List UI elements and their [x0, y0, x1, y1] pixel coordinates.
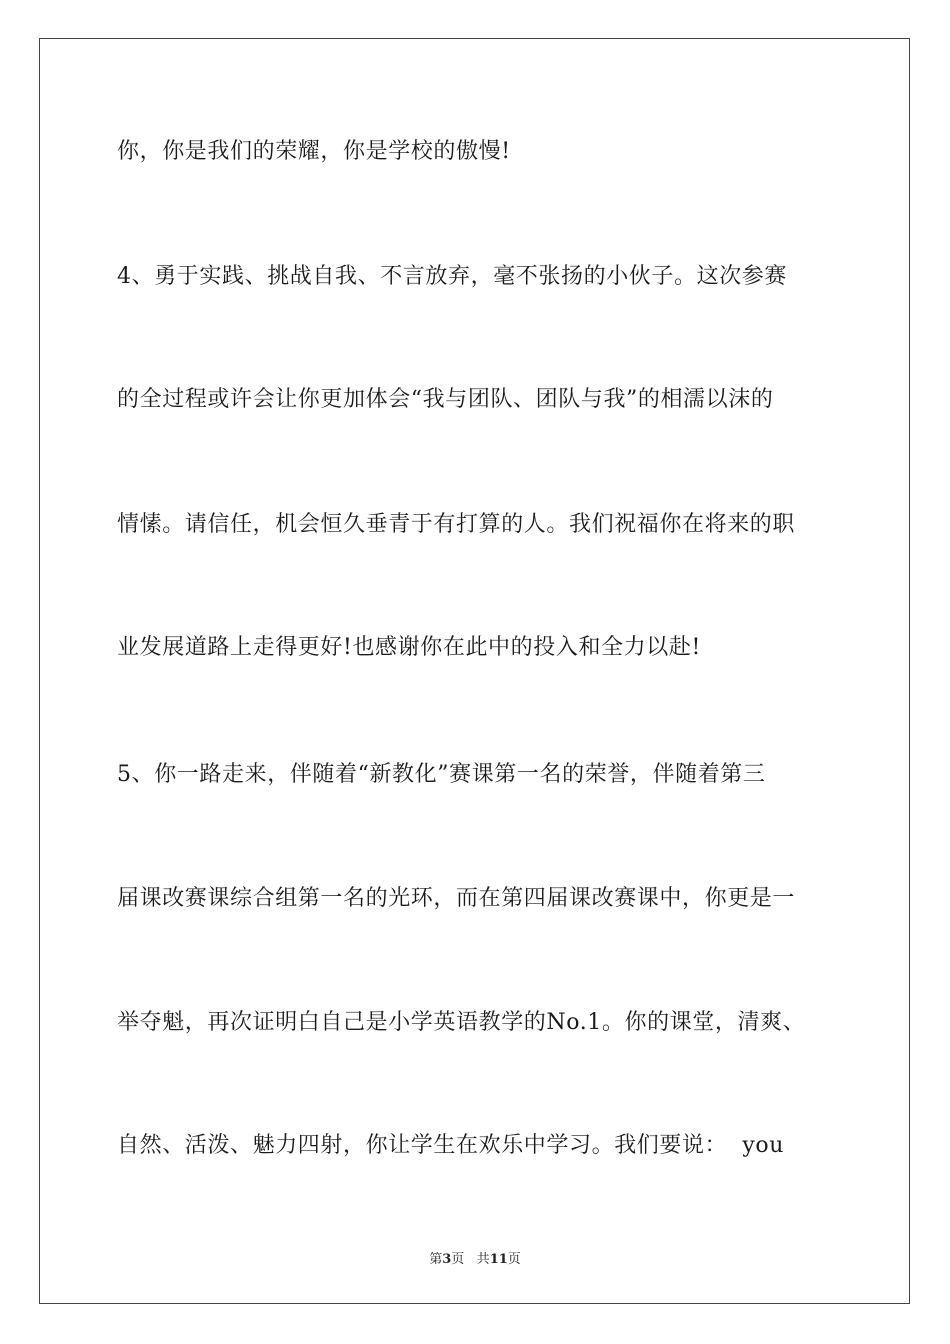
text-line-2: 4、勇于实践、挑战自我、不言放弃，毫不张扬的小伙子。这次参赛 [117, 264, 787, 289]
text-line-7: 届课改赛课综合组第一名的光环，而在第四届课改赛课中，你更是一 [117, 886, 796, 911]
footer-total-suffix: 页 [507, 1252, 521, 1267]
page-footer [0, 1248, 950, 1267]
total-page-count: 11 [489, 1252, 508, 1267]
current-page-number: 3 [442, 1252, 452, 1267]
footer-total-prefix: 共 [476, 1252, 490, 1267]
footer-prefix: 第 [429, 1252, 443, 1267]
text-line-3: 的全过程或许会让你更加体会“我与团队、团队与我”的相濡以沫的 [117, 387, 774, 412]
text-line-8: 举夺魁，再次证明白自己是小学英语教学的No.1。你的课堂，清爽、 [117, 1010, 806, 1035]
text-line-9: 自然、活泼、魅力四射，你让学生在欢乐中学习。我们要说： you [117, 1133, 785, 1158]
text-line-4: 情愫。请信任，机会恒久垂青于有打算的人。我们祝福你在将来的职 [117, 512, 796, 537]
text-line-6: 5、你一路走来，伴随着“新教化”赛课第一名的荣誉，伴随着第三 [117, 762, 766, 787]
text-line-1: 你，你是我们的荣耀，你是学校的傲慢! [117, 139, 511, 164]
text-line-5: 业发展道路上走得更好!也感谢你在此中的投入和全力以赴! [117, 635, 701, 660]
page-border [39, 38, 910, 1304]
footer-page-suffix: 页 [451, 1252, 465, 1267]
